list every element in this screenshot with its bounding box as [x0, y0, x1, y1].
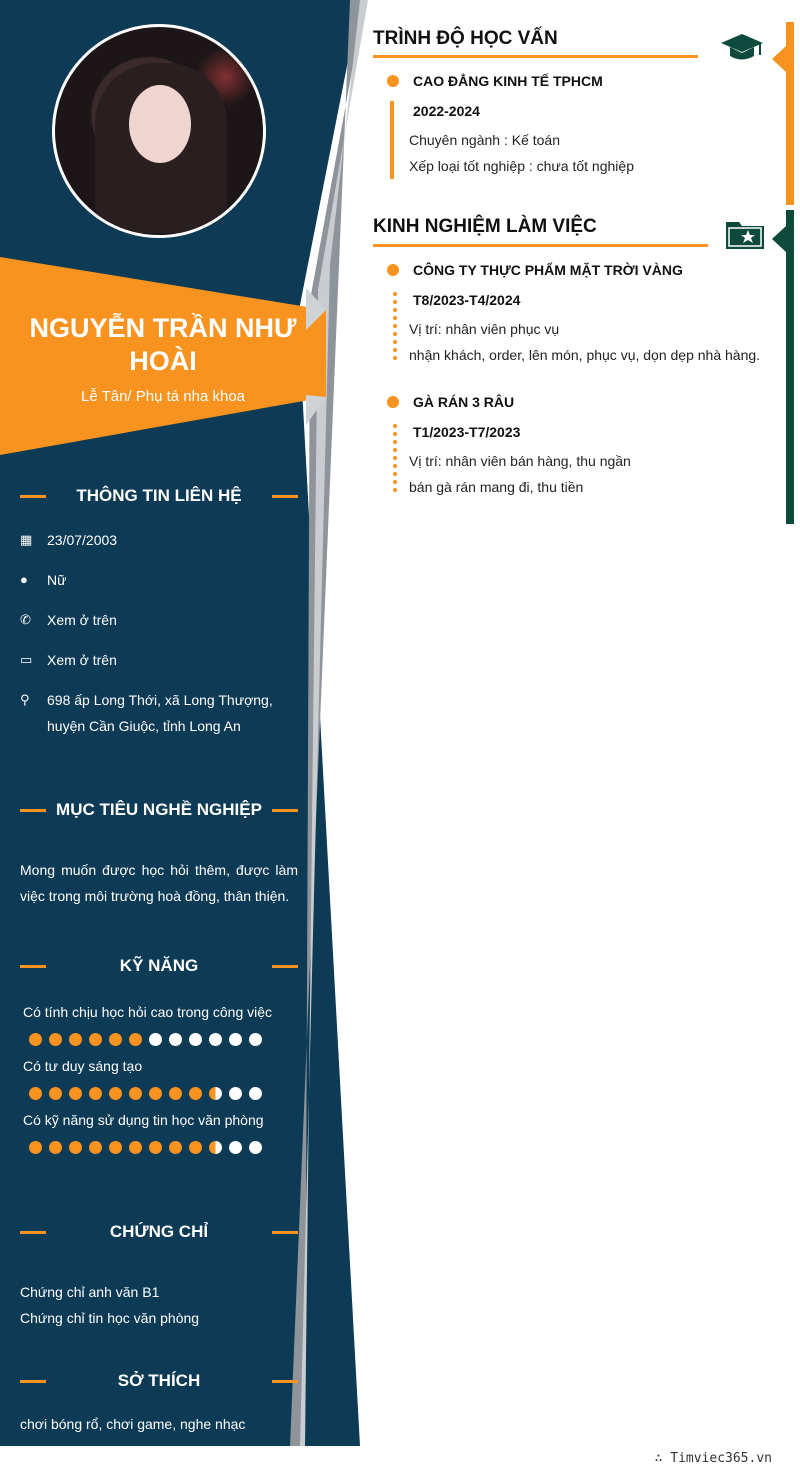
skill-dot [249, 1087, 262, 1100]
hobbies-heading: SỞ THÍCH [20, 1370, 298, 1392]
job-position: Vị trí: nhân viên phục vụ [409, 321, 560, 337]
skill-dot [209, 1033, 222, 1046]
timeline-bullet [387, 264, 399, 276]
skill-dot [149, 1087, 162, 1100]
company-name: GÀ RÁN 3 RÂU [413, 394, 515, 410]
skill-dot [89, 1033, 102, 1046]
timeline-dots [393, 292, 397, 360]
skill-dot [149, 1033, 162, 1046]
skill-dot [249, 1033, 262, 1046]
skill-dot [109, 1141, 122, 1154]
skill-dot [209, 1141, 222, 1154]
skill-dot [109, 1087, 122, 1100]
objective-heading: MỤC TIÊU NGHỀ NGHIỆP [20, 799, 298, 821]
skill-rating [29, 1087, 262, 1100]
education-grade: Xếp loại tốt nghiệp : chưa tốt nghiệp [409, 158, 634, 174]
job-position: Vị trí: nhân viên bán hàng, thu ngần [409, 453, 631, 469]
job-title: Lễ Tân/ Phụ tá nha khoa [80, 388, 246, 405]
phone-icon: ✆ [20, 612, 31, 627]
education-heading: TRÌNH ĐỘ HỌC VẤN [373, 28, 558, 49]
skill-dot [189, 1033, 202, 1046]
skill-dot [229, 1033, 242, 1046]
contact-gender: ● Nữ [20, 567, 310, 593]
certificate-item: Chứng chỉ tin học văn phòng [20, 1310, 200, 1326]
skill-dot [189, 1087, 202, 1100]
skill-label: Có kỹ năng sử dụng tin học văn phòng [23, 1112, 264, 1128]
skill-dot [89, 1087, 102, 1100]
skill-dot [229, 1087, 242, 1100]
company-name: CÔNG TY THỰC PHẨM MẶT TRỜI VÀNG [413, 262, 683, 278]
hobbies-text: chơi bóng rổ, chơi game, nghe nhạc [20, 1416, 246, 1432]
contact-phone: ✆ Xem ở trên [20, 607, 310, 633]
skill-dot [49, 1087, 62, 1100]
skill-dot [169, 1033, 182, 1046]
skill-rating [29, 1141, 262, 1154]
skill-dot [29, 1087, 42, 1100]
skill-rating [29, 1033, 262, 1046]
contact-dob: ▦ 23/07/2003 [20, 527, 310, 553]
skill-label: Có tư duy sáng tạo [23, 1058, 143, 1074]
footer-brand: ∴ Timviec365.vn [654, 1451, 772, 1466]
calendar-icon: ▦ [20, 532, 33, 547]
education-major: Chuyên ngành : Kế toán [409, 132, 561, 148]
timeline-bar [390, 101, 394, 179]
experience-heading: KINH NGHIỆM LÀM VIỆC [373, 216, 597, 237]
map-marker-icon: ⚲ [20, 692, 30, 707]
skill-dot [189, 1141, 202, 1154]
skill-dot [69, 1141, 82, 1154]
contact-heading: THÔNG TIN LIÊN HỆ [20, 485, 298, 507]
skill-dot [109, 1033, 122, 1046]
skill-dot [169, 1141, 182, 1154]
certificate-item: Chứng chỉ anh văn B1 [20, 1284, 160, 1300]
graduation-cap-icon [720, 32, 764, 64]
job-period: T8/2023-T4/2024 [413, 292, 521, 308]
certificates-heading: CHỨNG CHỈ [20, 1221, 298, 1243]
skill-dot [29, 1141, 42, 1154]
skill-dot [49, 1141, 62, 1154]
skill-dot [129, 1141, 142, 1154]
job-duties: bán gà rán mang đi, thu tiền [409, 479, 584, 495]
skill-dot [49, 1033, 62, 1046]
skill-dot [149, 1141, 162, 1154]
profile-photo [52, 24, 266, 238]
school-name: CAO ĐẲNG KINH TẾ TPHCM [413, 73, 603, 89]
job-duties: nhận khách, order, lên món, phục vụ, dọn dẹp nhà hàng. [409, 347, 761, 363]
skill-label: Có tính chịu học hỏi cao trong công việc [23, 1004, 273, 1020]
education-period: 2022-2024 [413, 103, 480, 119]
candidate-name: NGUYỄN TRẦN NHƯ HOÀI [29, 313, 297, 376]
skill-dot [29, 1033, 42, 1046]
timeline-bullet [387, 396, 399, 408]
contact-address: ⚲ 698 ấp Long Thới, xã Long Thượng, huyện Cần Giuộc, tỉnh Long An [20, 687, 310, 739]
skill-dot [249, 1141, 262, 1154]
skill-dot [209, 1087, 222, 1100]
skill-dot [69, 1033, 82, 1046]
skill-dot [129, 1033, 142, 1046]
experience-underline [373, 244, 708, 247]
contact-email: ▭ Xem ở trên [20, 647, 310, 673]
skill-dot [69, 1087, 82, 1100]
skill-dot [229, 1141, 242, 1154]
objective-text: Mong muốn được học hỏi thêm, được làm việc trong môi trường hoà đồng, thân thiện. [20, 862, 298, 904]
timeline-bullet [387, 75, 399, 87]
skill-dot [129, 1087, 142, 1100]
timeline-dots [393, 424, 397, 492]
skills-heading: KỸ NĂNG [20, 955, 298, 977]
email-icon: ▭ [20, 652, 33, 667]
skill-dot [89, 1141, 102, 1154]
user-icon: ● [20, 572, 28, 587]
job-period: T1/2023-T7/2023 [413, 424, 521, 440]
folder-star-icon [725, 218, 765, 250]
skill-dot [169, 1087, 182, 1100]
education-underline [373, 55, 698, 58]
